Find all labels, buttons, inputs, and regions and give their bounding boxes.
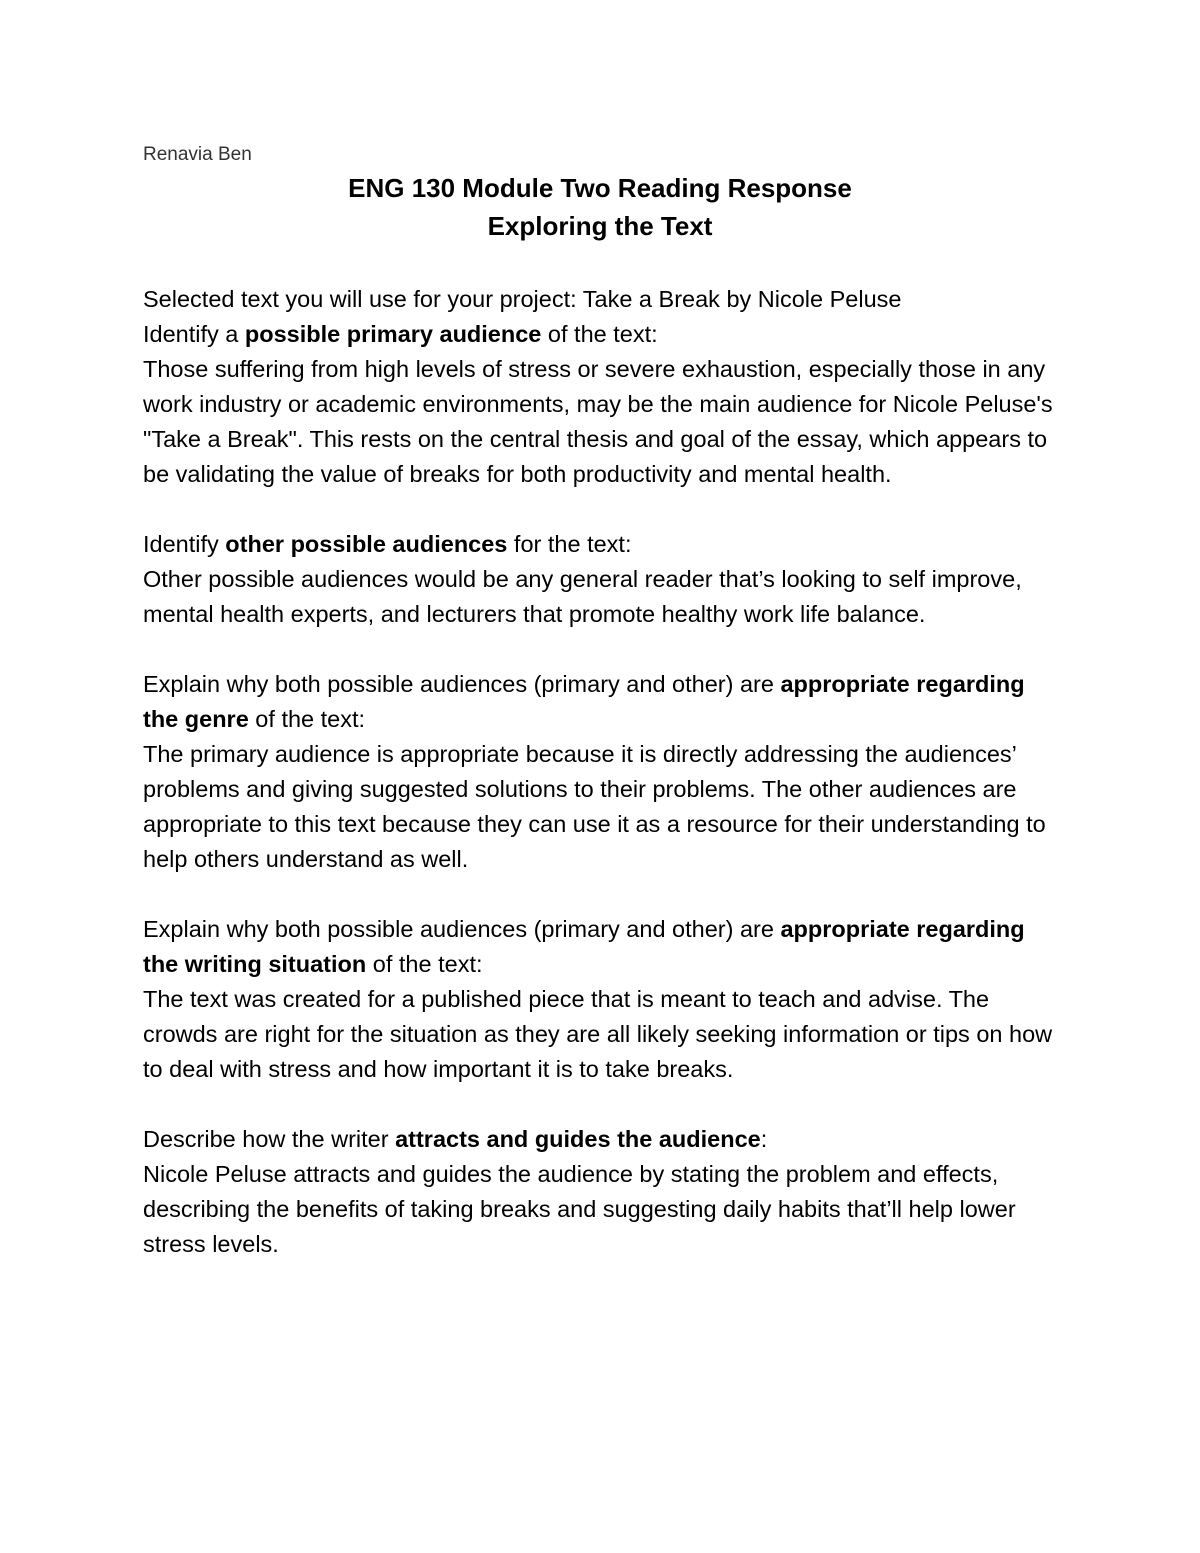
- document-body: [143, 282, 1063, 1262]
- question-emphasis: other possible audiences: [225, 531, 508, 557]
- answer-text: The primary audience is appropriate because it is directly addressing the audiences’ problems and giving suggested solutions to their problems. The other audiences are appropriate to this text because they can use it as a resource for their understanding to help others understand as well.: [143, 741, 1046, 872]
- answer-text: Those suffering from high levels of stress or severe exhaustion, especially those in any work industry or academic environments, may be the main audience for Nicole Peluse's "Take a Break". This rests on the central thesis and goal of the essay, which appears to be validating the value of breaks for both productivity and mental health.: [143, 356, 1053, 487]
- question-text: of the text:: [248, 706, 366, 732]
- document-subtitle: Exploring the Text: [487, 211, 713, 241]
- question-prompt: [143, 1122, 1063, 1157]
- question-prompt: [143, 912, 1063, 982]
- question-text: for the text:: [507, 531, 632, 557]
- question-emphasis: appropriate regarding the genre: [143, 671, 1025, 732]
- question-text: Identify: [143, 531, 226, 557]
- question-emphasis: appropriate regarding the writing situation: [143, 916, 1025, 977]
- section-attracts-guides: [143, 1122, 1063, 1262]
- section-genre: [143, 667, 1063, 877]
- answer-text: Nicole Peluse attracts and guides the audience by stating the problem and effects, describing the benefits of taking breaks and suggesting daily habits that’ll help lower stress levels.: [143, 1161, 1016, 1257]
- question-prompt: [143, 527, 1063, 562]
- section-writing-situation: [143, 912, 1063, 1087]
- section-primary-audience: [143, 317, 1063, 492]
- selected-text-line: Selected text you will use for your project: Take a Break by Nicole Peluse: [143, 286, 902, 312]
- question-text: of the text:: [366, 951, 483, 977]
- question-text: Identify a: [143, 321, 245, 347]
- document-title: ENG 130 Module Two Reading Response: [348, 173, 852, 203]
- answer-text: The text was created for a published piece that is meant to teach and advise. The crowds are right for the situation as they are all likely seeking information or tips on how to deal with stress and how important it is to take breaks.: [143, 986, 1053, 1082]
- question-prompt: [143, 317, 1063, 352]
- question-text: :: [760, 1126, 768, 1152]
- question-text: Describe how the writer: [143, 1126, 396, 1152]
- question-text: Explain why both possible audiences (primary and other) are: [143, 916, 781, 942]
- author-name: Renavia Ben: [143, 144, 252, 165]
- question-text: of the text:: [541, 321, 658, 347]
- answer-text: Other possible audiences would be any general reader that’s looking to self improve, mental health experts, and lecturers that promote healthy work life balance.: [143, 566, 1022, 627]
- question-emphasis: possible primary audience: [244, 321, 542, 347]
- question-emphasis: attracts and guides the audience: [395, 1126, 761, 1152]
- section-other-audiences: [143, 527, 1063, 632]
- question-prompt: [143, 667, 1063, 737]
- question-text: Explain why both possible audiences (primary and other) are: [143, 671, 781, 697]
